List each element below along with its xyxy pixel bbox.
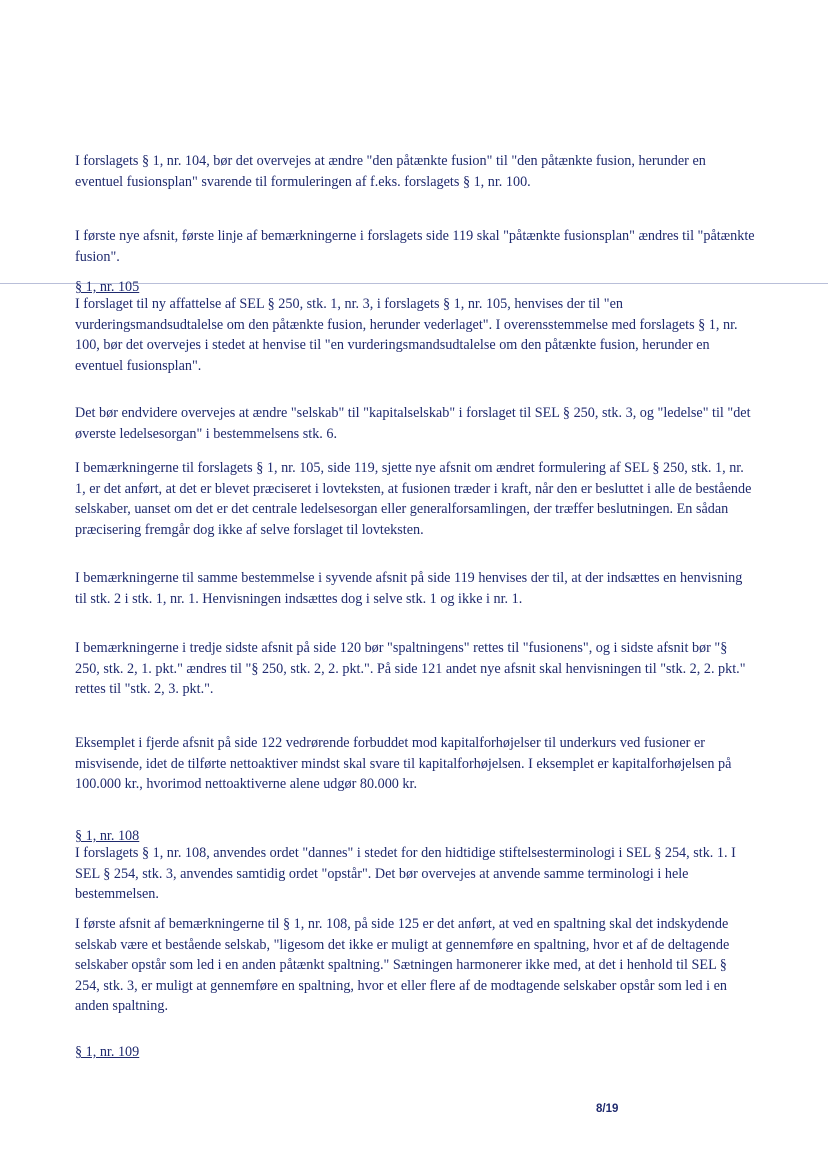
section-heading-nr-109: § 1, nr. 109 xyxy=(75,1044,140,1060)
paragraph-kapitalselskab: Det bør endvidere overvejes at ændre "selskab" til "kapitalselskab" i forslaget til SEL § 250, stk. 3, og "ledelse" til "det øverste ledelsesorgan" i bestemmelsens stk. 6. xyxy=(75,405,751,442)
section-heading-nr-108: § 1, nr. 108 xyxy=(75,828,140,844)
paragraph-nr-104: I forslagets § 1, nr. 104, bør det overvejes at ændre "den påtænkte fusion" til "den påtænkte fusion, herunder en eventuel fusionsplan" svarende til formuleringen af f.eks. forslagets § 1, nr. 100. xyxy=(75,153,706,190)
paragraph-nr-105-valuation: I forslaget til ny affattelse af SEL § 250, stk. 1, nr. 3, i forslagets § 1, nr. 105, henvises der til "en vurderingsmandsudtalelse om den påtænkte fusion, herunder vederlaget". I overensstemmelse med forslagets § 1, nr. 100, bør det overvejes i stedet at henvise til "en vurderingsmandsudtalelse om den påtænkte fusion, herunder en eventuel fusionsplan". xyxy=(75,296,738,374)
paragraph-remarks-third-last-section: I bemærkningerne i tredje sidste afsnit på side 120 bør "spaltningens" rettes til "fusionens", og i sidste afsnit bør "§ 250, stk. 2, 1. pkt." ændres til "§ 250, stk. 2, 2. pkt.". På side 121 andet nye afsnit skal henvisningen til "stk. 2, 2. pkt." rettes til "stk. 2, 3. pkt.". xyxy=(75,640,746,698)
page-number: 8/19 xyxy=(596,1103,619,1115)
paragraph-nr-108-terminology: I forslagets § 1, nr. 108, anvendes ordet "dannes" i stedet for den hidtidige stiftelsesterminologi i SEL § 254, stk. 1. I SEL § 254, stk. 3, anvendes samtidig ordet "opstår". Det bør overvejes at anvende samme terminologi i hele bestemmelsen. xyxy=(75,845,736,903)
paragraph-first-new-section: I første nye afsnit, første linje af bemærkningerne i forslagets side 119 skal "påtænkte fusionsplan" ændres til "påtænkte fusion". xyxy=(75,228,755,265)
paragraph-example-capital-increase: Eksemplet i fjerde afsnit på side 122 vedrørende forbuddet mod kapitalforhøjelser til underkurs ved fusioner er misvisende, idet de tilførte nettoaktiver mindst skal svare til kapitalforhøjelsen. I eksemplet er kapitalforhøjelsen på 100.000 kr., hvorimod nettoaktiverne alene udgør 80.000 kr. xyxy=(75,735,732,793)
paragraph-nr-108-remarks: I første afsnit af bemærkningerne til § 1, nr. 108, på side 125 er det anført, at ved en spaltning skal det indskydende selskab være et bestående selskab, "ligesom det ikke er muligt at gennemføre en spaltning, hvor et af de deltagende selskaber opstår som led i en anden påtænkt spaltning." Sætningen harmonerer ikke med, at det i henhold til SEL § 254, stk. 3, er muligt at gennemføre en spaltning, hvor et eller flere af de modtagende selskaber opstår som led i en anden spaltning. xyxy=(75,916,730,1015)
paragraph-remarks-sixth-section: I bemærkningerne til forslagets § 1, nr. 105, side 119, sjette nye afsnit om ændret formulering af SEL § 250, stk. 1, nr. 1, er det anført, at det er blevet præciseret i lovteksten, at fusionen træder i kraft, når den er besluttet i alle de bestående selskaber, uanset om det er det centrale ledelsesorgan eller generalforsamlingen, der træffer beslutningen. En sådan præcisering fremgår dog ikke af selve forslaget til lovteksten. xyxy=(75,460,752,538)
paragraph-remarks-seventh-section: I bemærkningerne til samme bestemmelse i syvende afsnit på side 119 henvises der til, at der indsættes en henvisning til stk. 2 i stk. 1, nr. 1. Henvisningen indsættes dog i selve stk. 1 og ikke i nr. 1. xyxy=(75,570,743,607)
section-heading-nr-105: § 1, nr. 105 xyxy=(75,279,140,295)
